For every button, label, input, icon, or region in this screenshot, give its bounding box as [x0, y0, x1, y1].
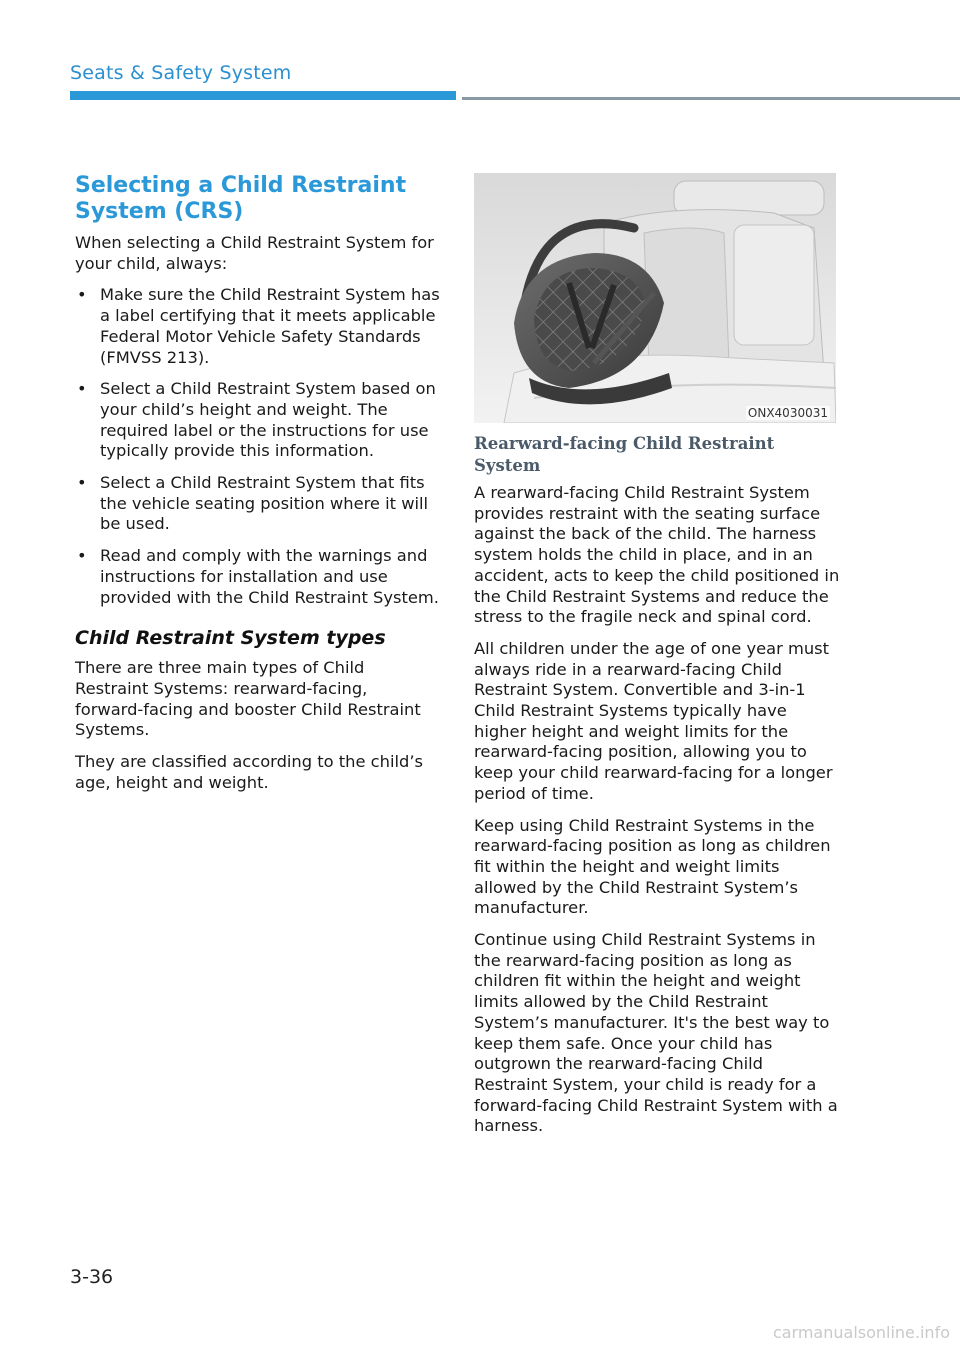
list-item: [75, 473, 440, 535]
bullet-icon: •: [77, 379, 87, 399]
bullet-icon: •: [77, 285, 87, 305]
age-requirement-paragraph: All children under the age of one year must always ride in a rearward-facing Child Restraint System. Convertible and 3-in-1 Child Restraint Systems typically have higher height and weight limits for the rearward-facing position, allowing you to keep your child rearward-facing for a longer period of time.: [474, 638, 833, 803]
keep-using-paragraph: Keep using Child Restraint Systems in the rearward-facing position as long as children fit within the height and weight limits allowed by the Child Restraint System’s manufacturer.: [474, 815, 831, 918]
header-rule-gray: [462, 97, 960, 100]
selection-checklist: [75, 285, 440, 608]
types-paragraph: There are three main types of Child Restraint Systems: rearward-facing, forward-facing and booster Child Restraint Systems.: [75, 658, 421, 740]
list-item-text: Make sure the Child Restraint System has a label certifying that it meets applicable Federal Motor Vehicle Safety Standards (FMVSS 213).: [100, 285, 440, 367]
continue-using-paragraph: Continue using Child Restraint Systems in the rearward-facing position as long as children fit within the height and weight limits allowed by the Child Restraint System’s manufacturer. It's the best way to keep them safe. Once your child has outgrown the rearward-facing Child Restraint System, your child is ready for a forward-facing Child Restraint System with a harness.: [474, 930, 838, 1136]
list-item-text: Select a Child Restraint System that fits the vehicle seating position where it will be used.: [100, 473, 429, 534]
rearward-facing-seat-illustration: [474, 173, 836, 423]
left-column: [75, 173, 440, 804]
list-item-text: Select a Child Restraint System based on your child’s height and weight. The required label or the instructions for use typically provide this information.: [100, 379, 436, 461]
list-item: [75, 285, 440, 368]
crs-types-subheading: Child Restraint System types: [75, 627, 386, 650]
car-seat-illustration: [474, 173, 836, 423]
intro-paragraph: When selecting a Child Restraint System for your child, always:: [75, 233, 434, 273]
rearward-description-paragraph: A rearward-facing Child Restraint System provides restraint with the seating surface against the back of the child. The harness system holds the child in place, and in an accident, acts to keep the child positioned in the Child Restraint Systems and reduce the stress to the fragile neck and spinal cord.: [474, 483, 840, 627]
list-item-text: Read and comply with the warnings and instructions for installation and use provided with the Child Restraint System.: [100, 546, 439, 607]
list-item: [75, 379, 440, 462]
figure-code: ONX4030031: [747, 406, 828, 420]
section-title: Seats & Safety System: [70, 62, 292, 84]
right-column: [474, 173, 840, 1148]
selecting-crs-heading: Selecting a Child Restraint System (CRS): [75, 173, 407, 224]
classification-paragraph: They are classified according to the child’s age, height and weight.: [75, 752, 423, 792]
page-number: 3-36: [70, 1266, 114, 1288]
header-rule-accent: [70, 91, 456, 100]
watermark-text: carmanualsonline.info: [772, 1323, 950, 1342]
figure-caption: Rearward-facing Child Restraint System: [474, 434, 775, 475]
bullet-icon: •: [77, 473, 87, 493]
list-item: [75, 546, 440, 608]
bullet-icon: •: [77, 546, 87, 566]
